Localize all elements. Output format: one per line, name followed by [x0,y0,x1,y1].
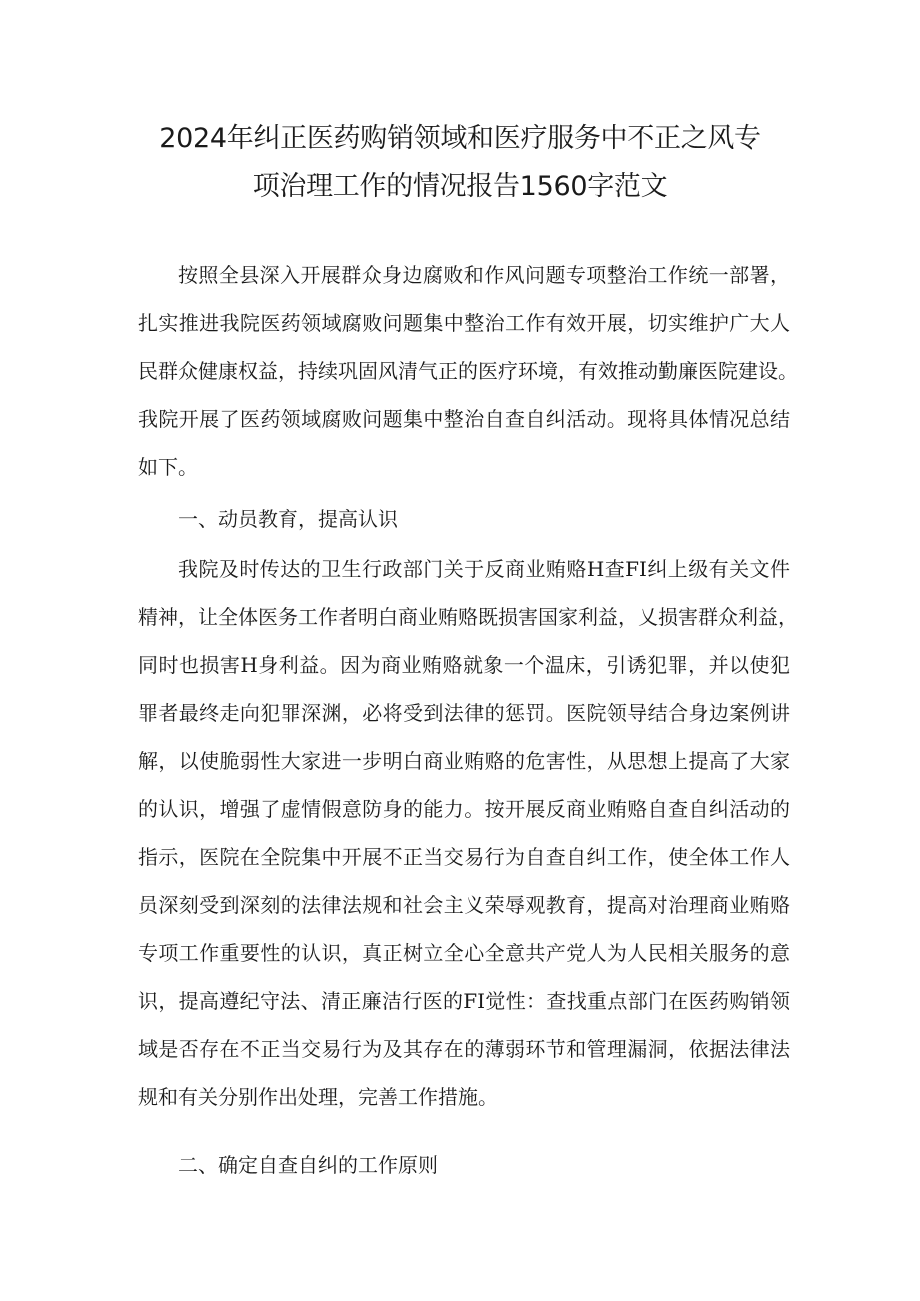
paragraph-line: 解，以使脆弱性大家进一步明白商业贿赂的危害性，从思想上提高了大家 [138,749,790,773]
section-heading: 二、确定自查自纠的工作原则 [178,1153,438,1177]
paragraph-line: 如下。 [138,455,198,479]
document-title-line-1: 2024年纠正医药购销领域和医疗服务中不正之风专 [159,123,761,154]
paragraph-line: 罪者最终走向犯罪深渊，必将受到法律的惩罚。医院领导结合身边案例讲 [138,701,790,725]
paragraph-line: 扎实推进我院医药领域腐败问题集中整治工作有效开展，切实维护广大人 [138,311,790,335]
paragraph-line: 专项工作重要性的认识，真正树立全心全意共产党人为人民相关服务的意 [138,941,790,965]
section-heading: 一、动员教育，提高认识 [178,507,398,531]
paragraph-line: 按照全县深入开展群众身边腐败和作风问题专项整治工作统一部署， [178,263,790,287]
paragraph-line: 的认识，增强了虚情假意防身的能力。按开展反商业贿赂自查自纠活动的 [138,797,790,821]
paragraph-line: 民群众健康权益，持续巩固风清气正的医疗环境，有效推动勤廉医院建设。 [138,359,798,383]
paragraph-line: 域是否存在不正当交易行为及其存在的薄弱环节和管理漏洞，依据法律法 [138,1037,790,1061]
paragraph-line: 指示，医院在全院集中开展不正当交易行为自查自纠工作，使全体工作人 [138,845,790,869]
paragraph-line: 同时也损害H身利益。因为商业贿赂就象一个温床，引诱犯罪，并以使犯 [138,653,790,677]
paragraph-line: 我院及时传达的卫生行政部门关于反商业贿赂H查FI纠上级有关文件 [178,557,790,581]
paragraph-line: 识，提高遵纪守法、清正廉洁行医的FI觉性：查找重点部门在医药购销领 [138,989,790,1013]
paragraph-line: 员深刻受到深刻的法律法规和社会主义荣辱观教育，提高对治理商业贿赂 [138,893,790,917]
paragraph-line: 规和有关分别作出处理，完善工作措施。 [138,1085,498,1109]
document-title-line-2: 项治理工作的情况报告1560字范文 [252,171,668,202]
paragraph-line: 精神，让全体医务工作者明白商业贿赂既损害国家利益，乂损害群众利益， [138,605,798,629]
paragraph-line: 我院开展了医药领域腐败问题集中整治自查自纠活动。现将具体情况总结 [138,407,790,431]
